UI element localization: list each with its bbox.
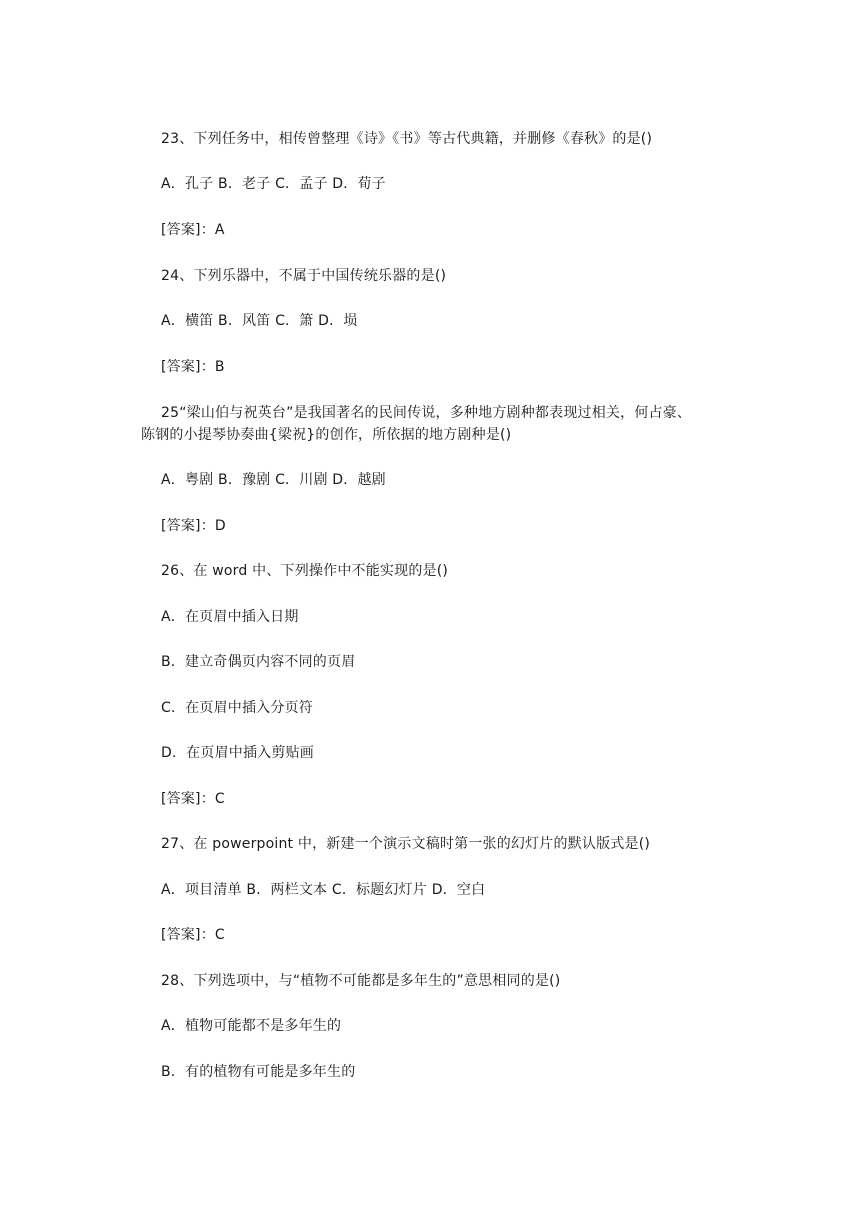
question-28-option-b: B．有的植物有可能是多年生的 (161, 1064, 356, 1080)
question-25-text-line1: 25“梁山伯与祝英台”是我国著名的民间传说，多种地方剧种都表现过相关，何占豪、 (161, 405, 692, 421)
question-28-text: 28、下列选项中，与“植物不可能都是多年生的”意思相同的是() (161, 973, 561, 989)
question-23-answer: [答案]：A (161, 222, 225, 238)
question-26-option-d: D．在页眉中插入剪贴画 (161, 745, 314, 761)
question-26-option-a: A．在页眉中插入日期 (161, 609, 299, 625)
question-24-answer: [答案]：B (161, 359, 225, 375)
question-25-options: A．粤剧 B．豫剧 C．川剧 D．越剧 (161, 472, 386, 488)
question-24-options: A．横笛 B．风笛 C．箫 D．埙 (161, 313, 358, 329)
question-25-answer: [答案]：D (161, 518, 226, 534)
question-27-answer: [答案]：C (161, 927, 225, 943)
question-23-text: 23、下列任务中，相传曾整理《诗》《书》等古代典籍，并删修《春秋》的是() (161, 131, 653, 147)
question-28-option-a: A．植物可能都不是多年生的 (161, 1018, 342, 1034)
question-26-text: 26、在 word 中、下列操作中不能实现的是() (161, 563, 449, 579)
question-26-answer: [答案]：C (161, 791, 225, 807)
question-23-options: A．孔子 B．老子 C．孟子 D．荀子 (161, 176, 386, 192)
question-24-text: 24、下列乐器中，不属于中国传统乐器的是() (161, 268, 447, 284)
question-27-text: 27、在 powerpoint 中，新建一个演示文稿时第一张的幻灯片的默认版式是() (161, 836, 651, 852)
question-25-text-line2: 陈钢的小提琴协奏曲{梁祝}的创作，所依据的地方剧种是() (141, 427, 512, 443)
question-27-options: A．项目清单 B．两栏文本 C．标题幻灯片 D．空白 (161, 882, 486, 898)
question-26-option-c: C．在页眉中插入分页符 (161, 700, 313, 716)
question-26-option-b: B．建立奇偶页内容不同的页眉 (161, 654, 356, 670)
